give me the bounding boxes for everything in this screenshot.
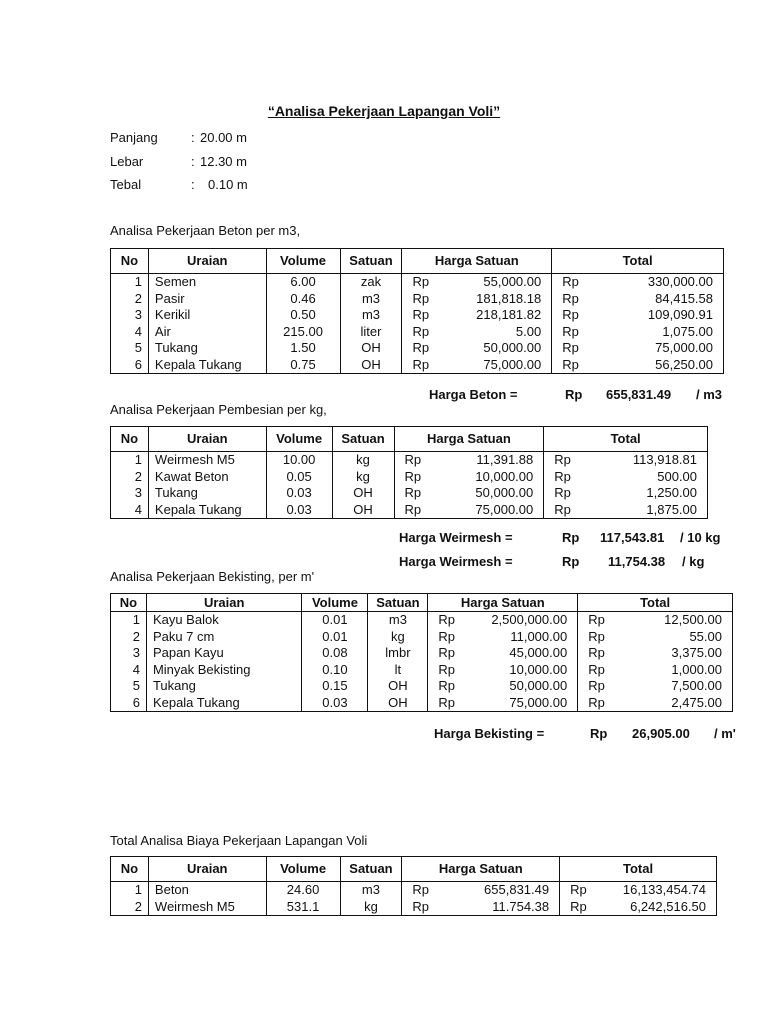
row-total-currency: Rp [544, 485, 582, 502]
row-number: 1 [111, 452, 149, 469]
header-volume: Volume [266, 427, 332, 452]
row-total-currency: Rp [552, 357, 590, 374]
summary-label-beton: Harga Beton = [429, 387, 518, 402]
row-satuan: m3 [340, 291, 402, 308]
row-satuan: m3 [340, 882, 402, 899]
header-harga-satuan: Harga Satuan [428, 594, 578, 612]
row-harga-satuan: 11,391.88 [432, 452, 544, 469]
row-number: 1 [111, 274, 149, 291]
header-total: Total [578, 594, 733, 612]
row-number: 2 [111, 469, 149, 486]
row-harga-satuan: 218,181.82 [440, 307, 552, 324]
row-total-currency: Rp [552, 274, 590, 291]
header-total: Total [544, 427, 708, 452]
row-total-currency: Rp [544, 469, 582, 486]
row-total-currency: Rp [578, 695, 616, 712]
row-volume: 0.08 [302, 645, 368, 662]
row-volume: 0.75 [266, 357, 340, 374]
header-harga-satuan: Harga Satuan [394, 427, 544, 452]
row-satuan: OH [332, 485, 394, 502]
table-pembesian [110, 426, 708, 519]
table-row [111, 645, 733, 662]
row-satuan: OH [368, 695, 428, 712]
row-harga-satuan: 5.00 [440, 324, 552, 341]
row-number: 1 [111, 882, 149, 899]
header-satuan: Satuan [340, 857, 402, 882]
row-uraian: Kepala Tukang [148, 357, 266, 374]
row-harga-satuan: 75,000.00 [440, 357, 552, 374]
row-harga-currency: Rp [402, 324, 440, 341]
row-harga-currency: Rp [394, 502, 432, 519]
row-number: 5 [111, 340, 149, 357]
row-uraian: Kepala Tukang [148, 502, 266, 519]
table-header-row [111, 427, 708, 452]
table-row [111, 469, 708, 486]
row-satuan: OH [368, 678, 428, 695]
row-harga-currency: Rp [428, 678, 466, 695]
row-total: 56,250.00 [590, 357, 724, 374]
row-volume: 215.00 [266, 324, 340, 341]
table-row [111, 678, 733, 695]
row-volume: 0.50 [266, 307, 340, 324]
dimension-label-tebal: Tebal [110, 177, 142, 192]
row-harga-currency: Rp [428, 662, 466, 679]
row-number: 3 [111, 307, 149, 324]
row-total-currency: Rp [552, 324, 590, 341]
dimension-colon: : [191, 130, 195, 145]
row-harga-currency: Rp [428, 695, 466, 712]
row-satuan: m3 [368, 612, 428, 629]
row-harga-satuan: 10,000.00 [432, 469, 544, 486]
row-total-currency: Rp [544, 452, 582, 469]
header-uraian: Uraian [146, 594, 302, 612]
row-total: 12,500.00 [616, 612, 733, 629]
row-harga-satuan: 2,500,000.00 [466, 612, 578, 629]
row-total-currency: Rp [560, 899, 598, 916]
row-harga-satuan: 50,000.00 [432, 485, 544, 502]
row-volume: 0.03 [266, 485, 332, 502]
row-satuan: liter [340, 324, 402, 341]
row-total: 1,250.00 [582, 485, 708, 502]
dimension-label-lebar: Lebar [110, 154, 144, 169]
row-total-currency: Rp [578, 629, 616, 646]
row-number: 6 [111, 695, 147, 712]
header-volume: Volume [302, 594, 368, 612]
row-uraian: Tukang [148, 340, 266, 357]
row-uraian: Weirmesh M5 [148, 452, 266, 469]
row-uraian: Kawat Beton [148, 469, 266, 486]
row-volume: 0.05 [266, 469, 332, 486]
row-number: 4 [111, 502, 149, 519]
row-satuan: zak [340, 274, 402, 291]
summary-unit-bekisting: / m' [714, 726, 736, 741]
row-total-currency: Rp [578, 678, 616, 695]
header-uraian: Uraian [148, 249, 266, 274]
row-satuan: lmbr [368, 645, 428, 662]
header-no: No [111, 594, 147, 612]
table-row [111, 324, 724, 341]
section-heading-total: Total Analisa Biaya Pekerjaan Lapangan Voli [110, 833, 368, 848]
table-row [111, 485, 708, 502]
row-uraian: Paku 7 cm [146, 629, 302, 646]
row-total-currency: Rp [560, 882, 598, 899]
table-row [111, 274, 724, 291]
row-harga-currency: Rp [394, 452, 432, 469]
row-number: 4 [111, 324, 149, 341]
row-number: 1 [111, 612, 147, 629]
row-satuan: kg [368, 629, 428, 646]
row-uraian: Beton [148, 882, 266, 899]
row-harga-currency: Rp [428, 629, 466, 646]
table-row [111, 291, 724, 308]
table-row [111, 882, 717, 899]
row-total: 3,375.00 [616, 645, 733, 662]
summary-value-weirmesh-10kg: 117,543.81 [600, 530, 665, 545]
row-satuan: OH [332, 502, 394, 519]
row-uraian: Air [148, 324, 266, 341]
table-row [111, 357, 724, 374]
summary-value-weirmesh-kg: 11,754.38 [608, 554, 666, 569]
summary-unit-weirmesh-10kg: / 10 kg [680, 530, 721, 545]
row-total: 2,475.00 [616, 695, 733, 712]
table-row [111, 502, 708, 519]
summary-rp-weirmesh-kg: Rp [562, 554, 580, 569]
row-harga-currency: Rp [402, 340, 440, 357]
table-row [111, 612, 733, 629]
row-harga-satuan: 75,000.00 [466, 695, 578, 712]
row-total: 113,918.81 [582, 452, 708, 469]
row-harga-currency: Rp [428, 612, 466, 629]
row-number: 6 [111, 357, 149, 374]
row-harga-currency: Rp [402, 357, 440, 374]
row-volume: 0.10 [302, 662, 368, 679]
header-satuan: Satuan [368, 594, 428, 612]
row-uraian: Pasir [148, 291, 266, 308]
dimension-colon: : [191, 154, 195, 169]
row-volume: 0.01 [302, 612, 368, 629]
row-harga-satuan: 55,000.00 [440, 274, 552, 291]
dimension-label-panjang: Panjang [110, 130, 158, 145]
table-row [111, 307, 724, 324]
header-no: No [111, 857, 149, 882]
row-total-currency: Rp [552, 291, 590, 308]
row-uraian: Weirmesh M5 [148, 899, 266, 916]
row-total: 7,500.00 [616, 678, 733, 695]
dimension-value-tebal: 0.10 m [208, 177, 248, 192]
table-header-row [111, 594, 733, 612]
row-total: 6,242,516.50 [598, 899, 717, 916]
row-harga-currency: Rp [402, 307, 440, 324]
row-volume: 1.50 [266, 340, 340, 357]
table-bekisting [110, 593, 733, 712]
row-total: 55.00 [616, 629, 733, 646]
row-volume: 0.03 [266, 502, 332, 519]
table-row [111, 452, 708, 469]
row-harga-currency: Rp [394, 485, 432, 502]
summary-value-bekisting: 26,905.00 [632, 726, 690, 741]
row-uraian: Tukang [146, 678, 302, 695]
row-total-currency: Rp [578, 662, 616, 679]
row-uraian: Semen [148, 274, 266, 291]
row-total: 330,000.00 [590, 274, 724, 291]
row-satuan: m3 [340, 307, 402, 324]
table-row [111, 629, 733, 646]
row-number: 2 [111, 899, 149, 916]
row-volume: 10.00 [266, 452, 332, 469]
row-harga-satuan: 11,000.00 [466, 629, 578, 646]
row-total-currency: Rp [578, 645, 616, 662]
row-number: 3 [111, 645, 147, 662]
row-total: 16,133,454.74 [598, 882, 717, 899]
row-number: 3 [111, 485, 149, 502]
row-volume: 6.00 [266, 274, 340, 291]
row-harga-satuan: 181,818.18 [440, 291, 552, 308]
row-harga-currency: Rp [428, 645, 466, 662]
row-total: 109,090.91 [590, 307, 724, 324]
row-satuan: OH [340, 357, 402, 374]
header-uraian: Uraian [148, 857, 266, 882]
row-number: 2 [111, 291, 149, 308]
table-row [111, 695, 733, 712]
row-harga-satuan: 75,000.00 [432, 502, 544, 519]
row-satuan: kg [332, 469, 394, 486]
summary-label-weirmesh-kg: Harga Weirmesh = [399, 554, 513, 569]
row-uraian: Minyak Bekisting [146, 662, 302, 679]
row-uraian: Kepala Tukang [146, 695, 302, 712]
row-number: 4 [111, 662, 147, 679]
table-row [111, 662, 733, 679]
header-satuan: Satuan [332, 427, 394, 452]
row-harga-satuan: 655,831.49 [440, 882, 560, 899]
row-volume: 0.01 [302, 629, 368, 646]
row-total-currency: Rp [552, 340, 590, 357]
row-uraian: Kerikil [148, 307, 266, 324]
row-harga-currency: Rp [402, 291, 440, 308]
summary-label-weirmesh-10kg: Harga Weirmesh = [399, 530, 513, 545]
row-harga-currency: Rp [394, 469, 432, 486]
row-uraian: Tukang [148, 485, 266, 502]
table-header-row [111, 249, 724, 274]
row-satuan: lt [368, 662, 428, 679]
row-volume: 0.15 [302, 678, 368, 695]
row-total: 75,000.00 [590, 340, 724, 357]
row-total: 1,075.00 [590, 324, 724, 341]
row-harga-currency: Rp [402, 899, 440, 916]
row-volume: 0.03 [302, 695, 368, 712]
document-title: “Analisa Pekerjaan Lapangan Voli” [267, 103, 501, 119]
row-harga-currency: Rp [402, 882, 440, 899]
header-harga-satuan: Harga Satuan [402, 249, 552, 274]
summary-rp-weirmesh-10kg: Rp [562, 530, 580, 545]
table-total [110, 856, 717, 916]
summary-value-beton: 655,831.49 [606, 387, 672, 402]
header-total: Total [552, 249, 724, 274]
row-satuan: kg [332, 452, 394, 469]
dimension-value-panjang: 20.00 m [200, 130, 247, 145]
row-satuan: kg [340, 899, 402, 916]
row-volume: 0.46 [266, 291, 340, 308]
row-total-currency: Rp [578, 612, 616, 629]
row-volume: 531.1 [266, 899, 340, 916]
header-no: No [111, 249, 149, 274]
header-volume: Volume [266, 249, 340, 274]
row-total: 500.00 [582, 469, 708, 486]
section-heading-pembesian: Analisa Pekerjaan Pembesian per kg, [110, 402, 327, 417]
row-uraian: Kayu Balok [146, 612, 302, 629]
summary-rp-bekisting: Rp [590, 726, 608, 741]
row-harga-satuan: 45,000.00 [466, 645, 578, 662]
row-satuan: OH [340, 340, 402, 357]
row-total: 1,875.00 [582, 502, 708, 519]
header-no: No [111, 427, 149, 452]
dimension-value-lebar: 12.30 m [200, 154, 247, 169]
row-total-currency: Rp [552, 307, 590, 324]
header-uraian: Uraian [148, 427, 266, 452]
dimension-colon: : [191, 177, 195, 192]
row-uraian: Papan Kayu [146, 645, 302, 662]
row-number: 2 [111, 629, 147, 646]
row-harga-satuan: 50,000.00 [466, 678, 578, 695]
header-volume: Volume [266, 857, 340, 882]
header-satuan: Satuan [340, 249, 402, 274]
table-row [111, 340, 724, 357]
row-volume: 24.60 [266, 882, 340, 899]
row-total-currency: Rp [544, 502, 582, 519]
row-number: 5 [111, 678, 147, 695]
summary-unit-weirmesh-kg: / kg [682, 554, 705, 569]
row-harga-currency: Rp [402, 274, 440, 291]
row-harga-satuan: 50,000.00 [440, 340, 552, 357]
summary-label-bekisting: Harga Bekisting = [434, 726, 545, 741]
row-harga-satuan: 10,000.00 [466, 662, 578, 679]
header-total: Total [560, 857, 717, 882]
section-heading-beton: Analisa Pekerjaan Beton per m3, [110, 223, 301, 238]
summary-rp-beton: Rp [565, 387, 583, 402]
header-harga-satuan: Harga Satuan [402, 857, 560, 882]
row-total: 84,415.58 [590, 291, 724, 308]
table-row [111, 899, 717, 916]
table-beton [110, 248, 724, 374]
section-heading-bekisting: Analisa Pekerjaan Bekisting, per m' [110, 569, 315, 584]
summary-unit-beton: / m3 [696, 387, 723, 402]
row-total: 1,000.00 [616, 662, 733, 679]
table-header-row [111, 857, 717, 882]
row-harga-satuan: 11.754.38 [440, 899, 560, 916]
